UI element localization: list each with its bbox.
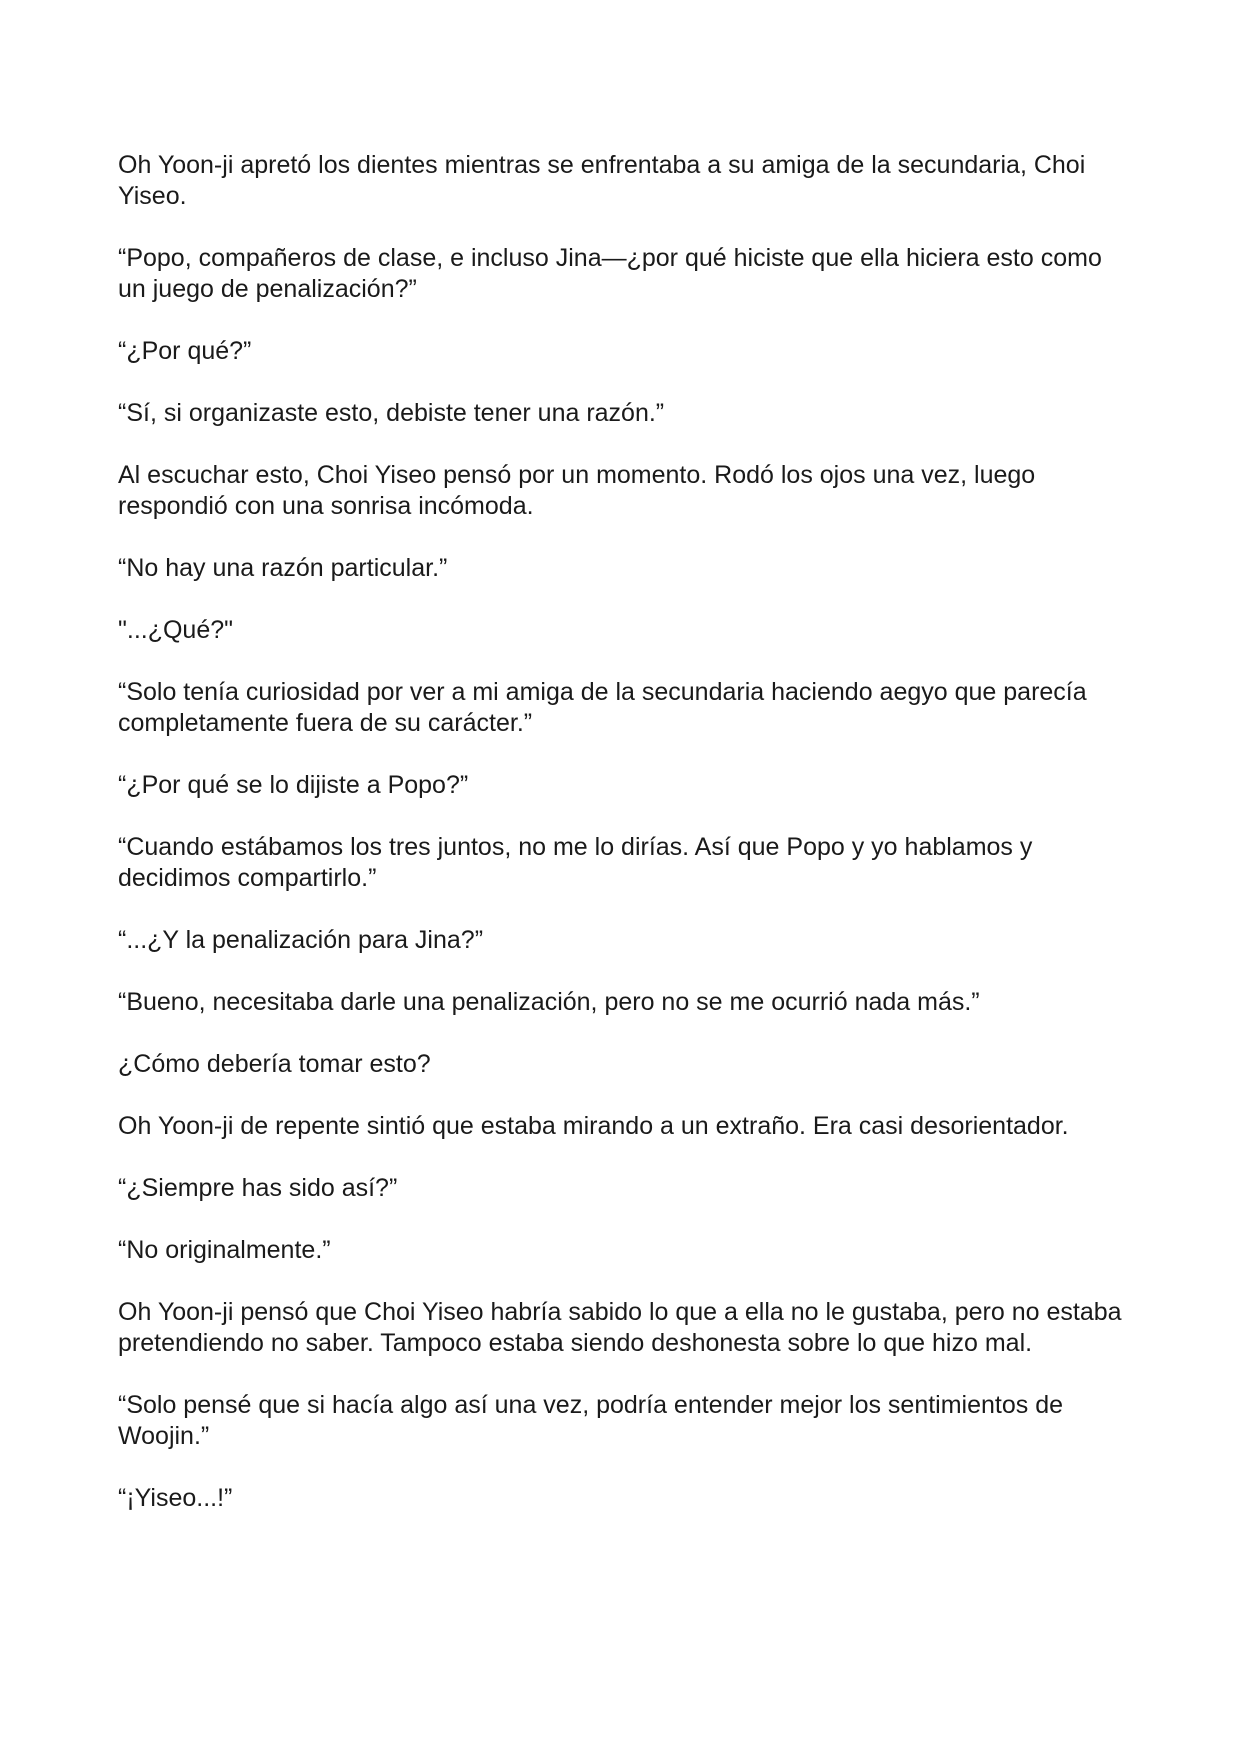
paragraph: Oh Yoon-ji apretó los dientes mientras se enfrentaba a su amiga de la secundaria, Choi Yiseo. <box>118 151 1086 210</box>
paragraph: ¿Cómo debería tomar esto? <box>118 1050 431 1078</box>
paragraph: “Sí, si organizaste esto, debiste tener una razón.” <box>118 399 665 427</box>
paragraph: “No hay una razón particular.” <box>118 554 448 582</box>
paragraph: "...¿Qué?" <box>118 616 234 644</box>
paragraph: Al escuchar esto, Choi Yiseo pensó por un momento. Rodó los ojos una vez, luego respondió con una sonrisa incómoda. <box>118 461 1036 520</box>
paragraph: “No originalmente.” <box>118 1236 331 1264</box>
paragraph: “...¿Y la penalización para Jina?” <box>118 926 484 954</box>
paragraph: Oh Yoon-ji pensó que Choi Yiseo habría sabido lo que a ella no le gustaba, pero no estaba pretendiendo no saber. Tampoco estaba siendo deshonesta sobre lo que hizo mal. <box>118 1298 1122 1357</box>
paragraph: “Popo, compañeros de clase, e incluso Jina—¿por qué hiciste que ella hiciera esto como un juego de penalización?” <box>118 244 1102 303</box>
paragraph: Oh Yoon-ji de repente sintió que estaba mirando a un extraño. Era casi desorientador. <box>118 1112 1069 1140</box>
paragraph: “¡Yiseo...!” <box>118 1484 233 1512</box>
paragraph: “Bueno, necesitaba darle una penalización, pero no se me ocurrió nada más.” <box>118 988 980 1016</box>
paragraph: “Solo tenía curiosidad por ver a mi amiga de la secundaria haciendo aegyo que parecía completamente fuera de su carácter.” <box>118 678 1087 737</box>
paragraph: “¿Por qué?” <box>118 337 252 365</box>
paragraph: “Solo pensé que si hacía algo así una vez, podría entender mejor los sentimientos de Woojin.” <box>118 1391 1064 1450</box>
document-body <box>118 150 1130 1514</box>
paragraph: “¿Por qué se lo dijiste a Popo?” <box>118 771 469 799</box>
paragraph: “Cuando estábamos los tres juntos, no me lo dirías. Así que Popo y yo hablamos y decidimos compartirlo.” <box>118 833 1033 892</box>
paragraph: “¿Siempre has sido así?” <box>118 1174 398 1202</box>
